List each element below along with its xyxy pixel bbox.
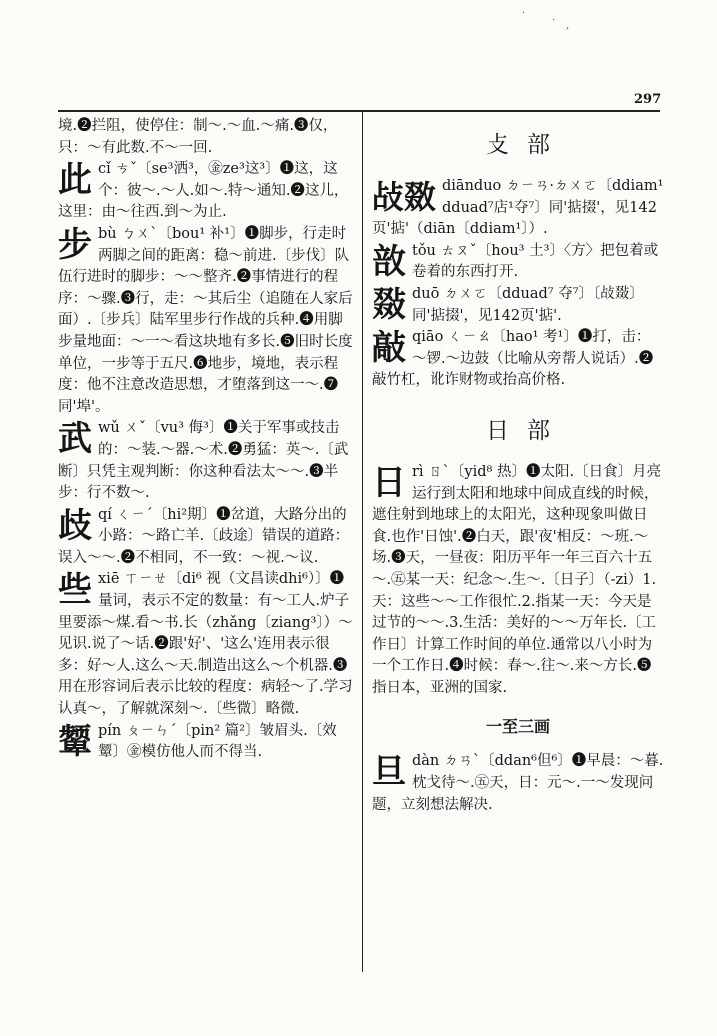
headword: 敁敪 [372, 178, 437, 216]
column-divider [362, 112, 363, 972]
scan-speck: · [522, 8, 526, 19]
radical-section-title: 日部 [486, 417, 568, 444]
entry-definition: bù ㄅㄨˋ〔bou¹ 补¹〕❶脚步，行走时两脚之间的距离：稳～前进.〔步伐〕队伍行进时的脚步：～～整齐.❷事情进行的程序：～骤.❸行，走：～其后尘（追随在人家后面）.〔步兵〕陆军里步行作战的兵种.❹用脚步量地面：～一～看这块地有多长.❺旧时长度单位，一步等于五尺.❻地步，境地，表示程度：他不注意改造思想，才堕落到这一～.❼同'埠'。 [58, 225, 353, 415]
scan-speck: · [552, 15, 556, 26]
dictionary-entry [58, 224, 354, 418]
entry-definition: rì ㄖˋ〔yid⁸ 热〕❶太阳.〔日食〕月亮运行到太阳和地球中间成直线的时候，遮住射到地球上的太阳光，这种现象叫做日食.也作'日蚀'.❷白天，跟'夜'相反：～班.～场.❸天，一昼夜：阳历平年一年三百六十五～.㊄某一天：纪念～.生～.〔日子〕（-zi）1.天：这些～～工作很忙.2.指某一天：今天是过节的～～.3.生活：美好的～～万年长.〔工作日〕计算工作时间的单位.通常以八小时为一个工作日.❹时候：春～.往～.来～方长.❺指日本，亚洲的国家. [372, 463, 662, 696]
dictionary-entry [372, 462, 664, 700]
dictionary-entry [58, 505, 354, 570]
headword: 日 [372, 462, 406, 503]
entry-definition: diānduo ㄉㄧㄢ·ㄉㄨㄛ〔ddiam¹ dduad⁷店¹夺⁷〕同'掂掇'，见142页'掂'（diān〔ddiam¹〕）. [372, 178, 664, 238]
headword: 歧 [58, 505, 92, 546]
entry-definition: wǔ ㄨˇ〔vu³ 侮³〕❶关于军事或技击的：～装.～器.～术.❷勇猛：英～.〔武断〕只凭主观判断：你这种看法太～～.❸半步：行不数～. [58, 420, 349, 502]
headword: 步 [58, 224, 92, 265]
entry-definition: xiē ㄒㄧㄝ〔di⁶ 视（文昌读dhi⁶）〕❶量词，表示不定的数量：有～工人.炉子里要添～煤.看～书.长（zhǎng〔ziang³〕）～见识.说了～话.❷跟'好'、'这么'连用表示很多：好～人.这么～天.制造出这么～个机器.❸用在形容词后表示比较的程度：病轻～了.学习认真～，了解就深刻～.〔些微〕略微. [58, 571, 353, 718]
dictionary-entry [372, 241, 664, 284]
scan-speck: ‚ [566, 20, 570, 31]
continued-text: 境.❷拦阻，使停住：制～.～血.～痛.❸仅，只：～有此数.不～一回. [58, 118, 338, 156]
entry-definition: duō ㄉㄨㄛ〔dduad⁷ 夺⁷〕〔敁敠〕同'掂掇'，见142页'掂'. [412, 285, 644, 324]
entry-definition: pín ㄆㄧㄣˊ〔pin² 篇²〕皱眉头.〔效颦〕㊎模仿他人而不得当. [98, 722, 337, 761]
dictionary-entry [372, 751, 664, 816]
right-column [372, 116, 664, 816]
dictionary-entry [372, 284, 664, 327]
headword: 旦 [372, 752, 406, 793]
dictionary-entry [58, 159, 354, 224]
dictionary-entry [372, 327, 664, 392]
left-column [58, 116, 354, 764]
stroke-subsection-title: 一至三画 [485, 717, 550, 737]
entry-definition: tǒu ㄊㄡˇ〔hou³ 土³〕〈方〉把包着或卷着的东西打开. [412, 242, 659, 281]
radical-section-title: 攴部 [486, 132, 568, 158]
header-rule [58, 110, 660, 112]
entry-definition: dàn ㄉㄢˋ〔ddan⁶但⁶〕❶早晨：～暮.枕戈待～.㊄天，日：元～.一～发现问题，立刻想法解决. [372, 753, 664, 813]
headword: 颦 [58, 721, 92, 762]
dictionary-entry [372, 176, 664, 241]
page-number: 297 [634, 92, 662, 107]
headword: 敨 [372, 241, 406, 282]
entry-definition: cǐ ㄘˇ〔se³洒³，㊎ze³这³〕❶这，这个：彼～.～人.如～.特～通知.❷这儿，这里：由～往西.到～为止. [58, 161, 349, 221]
dictionary-entry [58, 418, 354, 504]
headword: 敲 [372, 328, 406, 369]
dictionary-entry [58, 721, 354, 764]
headword: 敠 [372, 284, 406, 325]
headword: 武 [58, 419, 92, 460]
headword: 些 [58, 570, 92, 611]
entry-definition: qiāo ㄑㄧㄠ〔hao¹ 考¹〕❶打，击：～锣.～边鼓（比喻从旁帮人说话）.❷敲竹杠，讹诈财物或抬高价格. [372, 329, 654, 389]
dictionary-entry [58, 569, 354, 720]
entry-definition: qí ㄑㄧˊ〔hi²期〕❶岔道，大路分出的小路：～路亡羊.〔歧途〕错误的道路：误入～～.❷不相同，不一致：～视.～议. [58, 506, 350, 566]
headword: 此 [58, 160, 92, 201]
